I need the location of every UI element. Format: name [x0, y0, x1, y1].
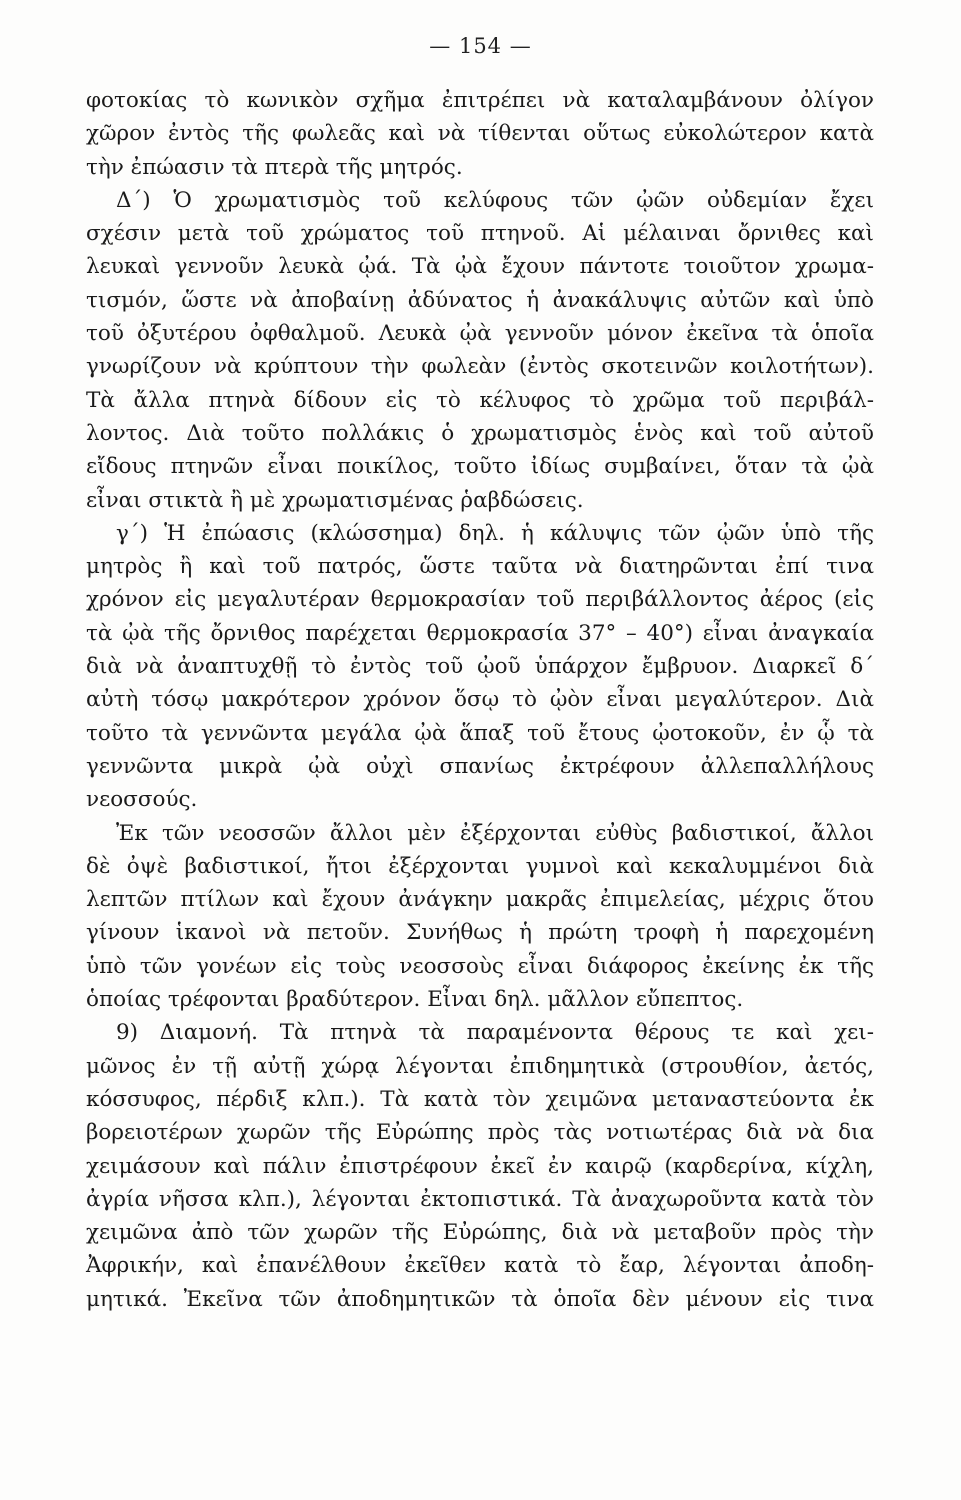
text-line: βορειοτέρων χωρῶν τῆς Εὐρώπης πρὸς τὰς νοτιωτέρας διὰ νὰ δια: [86, 1120, 874, 1146]
text-line: χειμῶνα ἀπὸ τῶν χωρῶν τῆς Εὐρώπης, διὰ νὰ μεταβοῦν πρὸς τὴν: [86, 1220, 874, 1246]
text-line: 9) Διαμονή. Τὰ πτηνὰ τὰ παραμένοντα θέρους τε καὶ χει-: [116, 1020, 874, 1046]
text-line: δὲ ὀψὲ βαδιστικοί, ἤτοι ἐξέρχονται γυμνοὶ καὶ κεκαλυμμένοι διὰ: [86, 853, 874, 879]
text-line: Τὰ ἄλλα πτηνὰ δίδουν εἰς τὸ κέλυφος τὸ χρῶμα τοῦ περιβάλ-: [86, 387, 874, 413]
text-line: λευκαὶ γεννοῦν λευκὰ ᾠά. Τὰ ᾠὰ ἔχουν πάντοτε τοιοῦτον χρωμα-: [86, 254, 874, 280]
text-line: τοῦ ὀξυτέρου ὀφθαλμοῦ. Λευκὰ ᾠὰ γεννοῦν μόνον ἐκεῖνα τὰ ὁποῖα: [86, 321, 874, 347]
body-text: [86, 84, 874, 1316]
text-line: διὰ νὰ ἀναπτυχθῇ τὸ ἐντὸς τοῦ ᾠοῦ ὑπάρχον ἔμβρυον. Διαρκεῖ δ΄: [86, 654, 874, 680]
text-line: τοῦτο τὰ γεννῶντα μεγάλα ᾠὰ ἅπαξ τοῦ ἔτους ᾠοτοκοῦν, ἐν ᾧ τὰ: [86, 720, 874, 746]
text-line: αὐτὴ τόσῳ μακρότερον χρόνον ὅσῳ τὸ ᾠὸν εἶναι μεγαλύτερον. Διὰ: [86, 687, 874, 713]
text-line: ἀγρία νῆσσα κλπ.), λέγονται ἐκτοπιστικά. Τὰ ἀναχωροῦντα κατὰ τὸν: [86, 1186, 874, 1212]
text-line: Ἀφρικήν, καὶ ἐπανέλθουν ἐκεῖθεν κατὰ τὸ ἔαρ, λέγονται ἀποδη-: [86, 1253, 874, 1279]
text-line: ὁποίας τρέφονται βραδύτερον. Εἶναι δηλ. μᾶλλον εὔπεπτος.: [86, 987, 744, 1013]
page-number: — 154 —: [429, 34, 532, 58]
text-line: λεπτῶν πτίλων καὶ ἔχουν ἀνάγκην μακρᾶς ἐπιμελείας, μέχρις ὅτου: [86, 887, 874, 913]
text-line: φοτοκίας τὸ κωνικὸν σχῆμα ἐπιτρέπει νὰ καταλαμβάνουν ὀλίγον: [86, 88, 874, 113]
text-line: μητρὸς ἢ καὶ τοῦ πατρός, ὥστε ταῦτα νὰ διατηρῶνται ἐπί τινα: [86, 554, 874, 580]
text-line: ὑπὸ τῶν γονέων εἰς τοὺς νεοσσοὺς εἶναι διάφορος ἐκείνης ἐκ τῆς: [86, 953, 874, 979]
text-line: χρόνον εἰς μεγαλυτέραν θερμοκρασίαν τοῦ περιβάλλοντος ἀέρος (εἰς: [86, 587, 874, 613]
text-line: μῶνος ἐν τῇ αὐτῇ χώρᾳ λέγονται ἐπιδημητικὰ (στρουθίον, ἀετός,: [86, 1053, 874, 1079]
text-line: χῶρον ἐντὸς τῆς φωλεᾶς καὶ νὰ τίθενται οὕτως εὐκολώτερον κατὰ: [86, 121, 874, 147]
text-line: γ΄) Ἡ ἐπώασις (κλώσσημα) δηλ. ἡ κάλυψις τῶν ᾠῶν ὑπὸ τῆς: [116, 520, 874, 546]
text-line: λοντος. Διὰ τοῦτο πολλάκις ὁ χρωματισμὸς ἑνὸς καὶ τοῦ αὐτοῦ: [86, 420, 874, 446]
text-line: κόσσυφος, πέρδιξ κλπ.). Τὰ κατὰ τὸν χειμῶνα μεταναστεύοντα ἐκ: [86, 1086, 874, 1112]
text-line: τὰ ᾠὰ τῆς ὄρνιθος παρέχεται θερμοκρασία 37° – 40°) εἶναι ἀναγκαία: [86, 620, 874, 646]
text-line: Δ΄) Ὁ χρωματισμὸς τοῦ κελύφους τῶν ᾠῶν οὐδεμίαν ἔχει: [116, 187, 874, 213]
text-line: εἴδους πτηνῶν εἶναι ποικίλος, τοῦτο ἰδίως συμβαίνει, ὅταν τὰ ᾠὰ: [86, 454, 874, 480]
text-line: νεοσσούς.: [86, 787, 198, 813]
text-line: γεννῶντα μικρὰ ᾠὰ οὐχὶ σπανίως ἐκτρέφουν ἀλλεπαλλήλους: [86, 753, 874, 779]
text-line: Ἐκ τῶν νεοσσῶν ἄλλοι μὲν ἐξέρχονται εὐθὺς βαδιστικοί, ἄλλοι: [116, 820, 874, 846]
text-line: εἶναι στικτὰ ἢ μὲ χρωματισμένας ῥαβδώσεις.: [86, 487, 584, 513]
text-line: γίνουν ἱκανοὶ νὰ πετοῦν. Συνήθως ἡ πρώτη τροφὴ ἡ παρεχομένη: [86, 920, 874, 946]
text-line: τισμόν, ὥστε νὰ ἀποβαίνῃ ἀδύνατος ἡ ἀνακάλυψις αὐτῶν καὶ ὑπὸ: [86, 287, 874, 313]
text-line: τὴν ἐπώασιν τὰ πτερὰ τῆς μητρός.: [86, 154, 463, 180]
text-line: χειμάσουν καὶ πάλιν ἐπιστρέφουν ἐκεῖ ἐν καιρῷ (καρδερίνα, κίχλη,: [86, 1153, 874, 1179]
text-line: γνωρίζουν νὰ κρύπτουν τὴν φωλεὰν (ἐντὸς σκοτεινῶν κοιλοτήτων).: [86, 354, 874, 380]
text-line: μητικά. Ἐκεῖνα τῶν ἀποδημητικῶν τὰ ὁποῖα δὲν μένουν εἰς τινα: [86, 1286, 874, 1312]
text-line: σχέσιν μετὰ τοῦ χρώματος τοῦ πτηνοῦ. Αἱ μέλαιναι ὄρνιθες καὶ: [86, 221, 874, 247]
